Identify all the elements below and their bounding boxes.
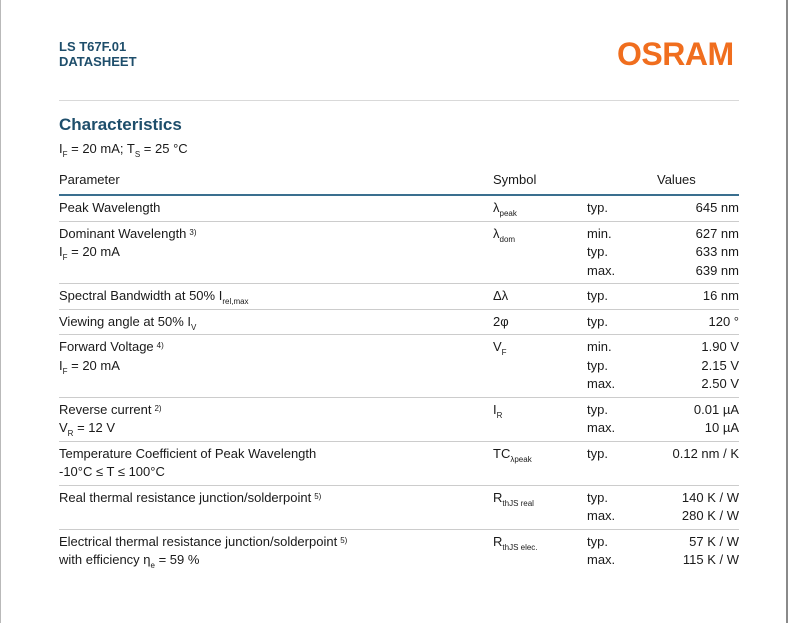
symbol-cell: [493, 485, 587, 529]
symbol: 2φ: [493, 313, 509, 329]
parameter-cell: [59, 441, 493, 485]
footnote-ref: 5): [340, 535, 348, 545]
symbol-cell: [493, 221, 587, 284]
value-kind: typ.: [587, 357, 608, 373]
value-kind: typ.: [587, 288, 608, 303]
parameter-subscript: V: [191, 322, 197, 332]
value-kind: typ.: [587, 489, 608, 505]
parameter-name: [59, 338, 493, 357]
kind-cell: [587, 195, 657, 221]
value-kind: max.: [587, 552, 616, 567]
values-cell: [657, 397, 739, 441]
parameter-text: Temperature Coefficient of Peak Wavelength: [59, 445, 317, 461]
value: 280 K / W: [681, 508, 739, 523]
parameter-text: Forward Voltage: [59, 339, 154, 354]
value-kind: typ.: [587, 244, 608, 259]
parameter-text: Dominant Wavelength: [59, 225, 187, 241]
kind-cell: [587, 441, 657, 485]
symbol-subscript: λpeak: [510, 454, 532, 464]
symbol-cell: [493, 397, 587, 441]
value: 10 µA: [704, 420, 739, 435]
parameter-text: Peak Wavelength: [59, 200, 161, 215]
table-row: [59, 309, 739, 335]
header-kind: [587, 166, 657, 195]
value: 120 °: [708, 313, 739, 329]
value: 0.01 µA: [693, 401, 739, 417]
condition-value: -10°C ≤ T ≤ 100°C: [59, 464, 165, 479]
section-title: Characteristics: [59, 115, 182, 134]
condition-text: I: [59, 357, 63, 373]
document-id: [59, 39, 137, 69]
table-row: [59, 335, 739, 398]
parameter-name: [59, 533, 493, 552]
condition-subscript: F: [62, 253, 68, 262]
footnote-ref: 3): [189, 227, 197, 237]
condition-value: = 20 mA: [67, 244, 120, 259]
kind-cell: [587, 485, 657, 529]
symbol: λ: [493, 200, 500, 215]
kind-cell: [587, 284, 657, 310]
header-parameter: Parameter: [59, 171, 120, 187]
condition-subscript: R: [67, 429, 74, 438]
characteristics-table: [59, 166, 739, 573]
parameter-text: Reverse current: [59, 401, 152, 417]
kind-cell: [587, 309, 657, 335]
osram-logo: OSRAM: [617, 36, 734, 72]
value-kind: max.: [587, 420, 616, 435]
header-divider: [59, 100, 739, 101]
condition-value: = 20 mA: [67, 357, 120, 373]
symbol-cell: [493, 309, 587, 335]
table-header-row: [59, 166, 739, 195]
symbol: λ: [493, 225, 500, 241]
table-row: [59, 441, 739, 485]
symbol: TC: [493, 445, 511, 461]
test-conditions: $I_F = 20$ mA; $T_S = 25$ °C: [59, 141, 188, 159]
value: 140 K / W: [681, 489, 739, 505]
footnote-ref: 2): [154, 403, 162, 413]
value-kind: typ.: [587, 445, 608, 461]
value: 2.15 V: [701, 357, 739, 373]
parameter-text: Electrical thermal resistance junction/solderpoint: [59, 533, 338, 549]
parameter-condition: [59, 243, 493, 262]
kind-cell: [587, 529, 657, 573]
values-cell: [657, 335, 739, 398]
condition-subscript: F: [62, 366, 68, 376]
parameter-condition: [59, 419, 493, 438]
value-kind: typ.: [587, 401, 608, 417]
parameter-cell: [59, 397, 493, 441]
kind-cell: [587, 397, 657, 441]
values-cell: [657, 485, 739, 529]
symbol-cell: [493, 335, 587, 398]
value: 1.90 V: [701, 339, 739, 354]
values-cell: [657, 441, 739, 485]
symbol: Δλ: [493, 288, 509, 303]
table-row: [59, 195, 739, 221]
values-cell: [657, 221, 739, 284]
kind-cell: [587, 335, 657, 398]
parameter-name: [59, 199, 493, 218]
value-kind: min.: [587, 225, 612, 241]
value: 57 K / W: [689, 533, 739, 549]
table-row: [59, 485, 739, 529]
value-kind: min.: [587, 339, 612, 354]
symbol-cell: [493, 195, 587, 221]
symbol-cell: [493, 441, 587, 485]
symbol-subscript: thJS real: [502, 498, 534, 508]
value-kind: max.: [587, 376, 616, 391]
values-cell: [657, 284, 739, 310]
condition-text: V: [59, 420, 68, 435]
symbol-subscript: thJS elec.: [502, 542, 538, 552]
parameter-cell: [59, 221, 493, 284]
footnote-ref: 4): [156, 341, 164, 350]
value: 639 nm: [695, 262, 739, 278]
parameter-cell: [59, 335, 493, 398]
value-kind: typ.: [587, 533, 608, 549]
parameter-name: [59, 445, 493, 464]
symbol-cell: [493, 529, 587, 573]
values-cell: [657, 195, 739, 221]
value: 645 nm: [695, 200, 739, 215]
symbol: R: [493, 533, 503, 549]
symbol-subscript: R: [496, 410, 503, 420]
symbol-cell: [493, 284, 587, 310]
parameter-condition: [59, 357, 493, 376]
parameter-name: [59, 225, 493, 244]
value-kind: typ.: [587, 200, 608, 215]
condition-text: I: [59, 244, 63, 259]
parameter-cell: [59, 284, 493, 310]
condition-text: with efficiency η: [59, 552, 151, 567]
value: 627 nm: [695, 225, 739, 241]
values-cell: [657, 529, 739, 573]
parameter-text: Real thermal resistance junction/solderpoint: [59, 489, 312, 505]
parameter-cell: [59, 529, 493, 573]
parameter-text: Viewing angle at 50% I: [59, 313, 192, 329]
header-values: Values: [657, 171, 696, 187]
symbol: I: [493, 401, 497, 417]
condition-subscript: e: [150, 561, 155, 570]
value: 2.50 V: [701, 376, 739, 391]
parameter-subscript: rel,max: [222, 297, 249, 306]
parameter-cell: [59, 485, 493, 529]
symbol-subscript: F: [501, 348, 507, 357]
table-row: [59, 221, 739, 284]
table-row: [59, 529, 739, 573]
product-code: LS T67F.01: [59, 39, 127, 54]
value: 115 K / W: [682, 552, 739, 567]
parameter-condition: [59, 551, 493, 570]
table-row: [59, 397, 739, 441]
value: 0.12 nm / K: [672, 445, 739, 461]
values-cell: [657, 309, 739, 335]
symbol: R: [493, 489, 503, 505]
symbol-subscript: peak: [499, 209, 517, 218]
doc-type: DATASHEET: [59, 54, 137, 69]
parameter-name: [59, 313, 493, 332]
value-kind: typ.: [587, 313, 608, 329]
value-kind: max.: [587, 508, 616, 523]
symbol: V: [493, 339, 502, 354]
footnote-ref: 5): [314, 491, 322, 501]
parameter-name: [59, 287, 493, 306]
value: 633 nm: [695, 244, 739, 259]
kind-cell: [587, 221, 657, 284]
parameter-cell: [59, 309, 493, 335]
condition-value: = 12 V: [73, 420, 116, 435]
parameter-text: Spectral Bandwidth at 50% I: [59, 288, 223, 303]
parameter-condition: [59, 463, 493, 482]
parameter-cell: [59, 195, 493, 221]
symbol-subscript: dom: [499, 234, 516, 244]
parameter-name: [59, 401, 493, 420]
condition-value: = 59 %: [154, 552, 200, 567]
parameter-name: [59, 489, 493, 508]
header-symbol: Symbol: [493, 171, 537, 187]
value-kind: max.: [587, 262, 616, 278]
table-row: [59, 284, 739, 310]
value: 16 nm: [702, 288, 739, 303]
